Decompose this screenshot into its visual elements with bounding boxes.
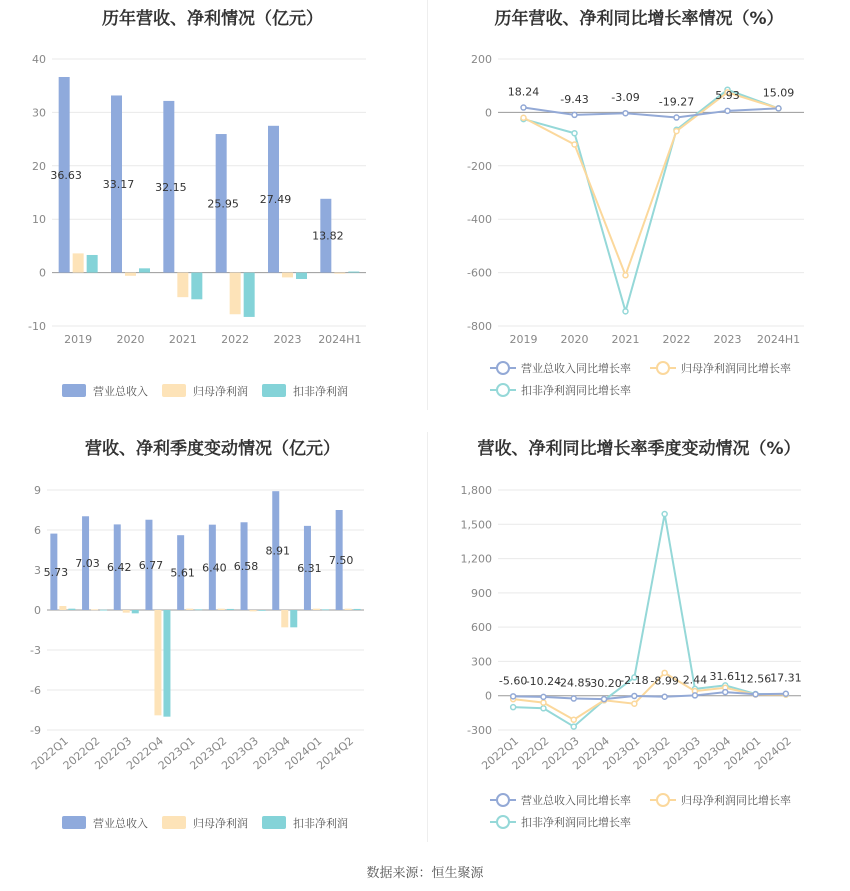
- bar: [259, 610, 266, 611]
- annual-line-panel: [428, 0, 850, 410]
- legend-marker: [497, 794, 509, 806]
- bar: [186, 609, 193, 610]
- x-tick-label: 2024Q2: [314, 734, 357, 773]
- data-point: [602, 697, 607, 702]
- data-point: [571, 717, 576, 722]
- legend-label: 扣非净利润同比增长率: [521, 816, 631, 829]
- x-tick-label: 2023Q2: [187, 734, 230, 773]
- legend-swatch: [262, 816, 286, 829]
- legend-label: 归母净利润同比增长率: [681, 794, 791, 807]
- x-tick-label: 2023Q3: [661, 734, 703, 773]
- y-tick-label: 1,500: [460, 518, 492, 532]
- quarter-bar-panel: [0, 432, 425, 847]
- bar: [68, 609, 75, 610]
- quarter-bar-chart: [0, 432, 425, 847]
- y-tick-label: 200: [471, 53, 492, 66]
- data-label: 36.63: [50, 168, 82, 182]
- x-tick-label: 2022Q3: [92, 734, 135, 773]
- data-point: [723, 690, 728, 695]
- bar: [191, 273, 202, 300]
- y-tick-label: 10: [32, 213, 46, 227]
- chart-title: 营收、净利同比增长率季度变动情况（%）: [477, 439, 801, 459]
- legend-label: 营业总收入: [93, 817, 148, 830]
- data-label: 6.77: [138, 558, 164, 572]
- data-point: [753, 692, 758, 697]
- y-tick-label: -300: [467, 724, 492, 737]
- y-tick-label: -200: [467, 159, 492, 173]
- data-point: [572, 142, 577, 147]
- bar: [132, 610, 139, 613]
- chart-title: 历年营收、净利情况（亿元）: [102, 9, 323, 29]
- bar: [123, 610, 130, 613]
- chart-title: 营收、净利季度变动情况（亿元）: [85, 439, 340, 459]
- bar: [91, 609, 98, 610]
- bar: [282, 273, 293, 278]
- y-tick-label: 3: [34, 564, 41, 577]
- y-tick-label: 0: [485, 689, 492, 703]
- x-tick-label: 2023Q4: [250, 734, 293, 773]
- x-tick-label: 2019: [64, 333, 93, 346]
- data-point: [521, 115, 526, 120]
- y-tick-label: -9: [30, 724, 41, 737]
- x-tick-label: 2022Q1: [28, 734, 71, 773]
- bar: [296, 273, 307, 279]
- y-tick-label: 40: [32, 53, 46, 66]
- x-tick-label: 2023: [713, 333, 742, 346]
- bar: [290, 610, 297, 627]
- bar: [348, 272, 359, 273]
- x-tick-label: 2024H1: [318, 333, 362, 346]
- data-label: 13.82: [312, 229, 344, 243]
- x-tick-label: 2020: [560, 333, 589, 346]
- legend-label: 营业总收入同比增长率: [521, 362, 631, 375]
- data-label: 2.44: [682, 673, 708, 687]
- data-point: [521, 105, 526, 110]
- data-label: 6.31: [297, 561, 322, 575]
- bar: [354, 609, 361, 610]
- data-point: [511, 694, 516, 699]
- data-point: [725, 108, 730, 113]
- data-point: [632, 701, 637, 706]
- x-tick-label: 2023Q4: [691, 734, 734, 773]
- x-tick-label: 2023: [273, 333, 302, 346]
- legend-label: 营业总收入同比增长率: [521, 794, 631, 807]
- data-label: 5.93: [715, 88, 740, 102]
- data-label: -24.85: [556, 676, 592, 690]
- x-tick-label: 2021: [611, 333, 640, 346]
- annual-bar-chart: [0, 0, 425, 410]
- x-tick-label: 2022: [662, 333, 691, 346]
- data-label: 33.17: [102, 178, 135, 192]
- data-label: 5.61: [170, 566, 195, 580]
- legend-swatch: [162, 816, 186, 829]
- x-tick-label: 2022: [221, 333, 250, 346]
- data-point: [692, 693, 697, 698]
- quarter-line-panel: [428, 432, 850, 847]
- x-tick-label: 2022Q4: [570, 734, 612, 773]
- bar: [334, 273, 345, 274]
- bar: [345, 609, 352, 610]
- legend-label: 扣非净利润同比增长率: [521, 384, 631, 397]
- data-label: -30.20: [586, 677, 622, 691]
- series-line: [524, 92, 779, 275]
- y-tick-label: 6: [34, 524, 41, 537]
- x-tick-label: 2022Q2: [60, 734, 103, 773]
- legend-swatch: [162, 384, 186, 397]
- bar: [154, 610, 161, 715]
- x-tick-label: 2022Q2: [509, 734, 552, 773]
- data-point: [541, 700, 546, 705]
- bar: [139, 268, 150, 272]
- bar: [177, 273, 188, 298]
- data-label: 8.91: [265, 544, 290, 558]
- data-point: [541, 706, 546, 711]
- data-source: 数据来源：恒生聚源: [366, 866, 484, 881]
- bar: [125, 273, 136, 276]
- y-tick-label: 0: [485, 106, 492, 120]
- data-label: 7.03: [75, 557, 100, 571]
- data-point: [623, 273, 628, 278]
- bar: [313, 609, 320, 610]
- data-label: 25.95: [207, 197, 239, 211]
- bar: [163, 610, 170, 717]
- legend-swatch: [62, 384, 86, 397]
- data-label: 27.49: [259, 193, 292, 207]
- x-tick-label: 2023Q2: [630, 734, 673, 773]
- chart-title: 历年营收、净利同比增长率情况（%）: [494, 9, 784, 29]
- bar: [250, 610, 257, 611]
- annual-line-chart: [428, 0, 850, 410]
- y-tick-label: -600: [467, 266, 492, 280]
- legend-label: 扣非净利润: [293, 385, 348, 398]
- x-tick-label: 2021: [168, 333, 197, 346]
- data-label: 18.24: [507, 85, 540, 99]
- x-tick-label: 2024Q1: [282, 734, 325, 773]
- legend-marker: [497, 384, 509, 396]
- y-tick-label: 0: [34, 604, 41, 617]
- x-tick-label: 2024H1: [756, 333, 801, 346]
- data-label: 15.09: [762, 86, 795, 100]
- y-tick-label: 0: [39, 266, 46, 280]
- bar: [230, 273, 241, 315]
- data-label: -5.60: [498, 674, 528, 688]
- legend-marker: [497, 816, 509, 828]
- x-tick-label: 2020: [116, 333, 145, 346]
- y-tick-label: 600: [471, 621, 492, 635]
- legend-marker: [497, 362, 509, 374]
- data-point: [662, 512, 667, 517]
- y-tick-label: 30: [32, 106, 46, 120]
- bar: [281, 610, 288, 627]
- data-label: -9.43: [560, 92, 589, 106]
- x-tick-label: 2023Q3: [219, 734, 261, 773]
- data-point: [541, 694, 546, 699]
- x-tick-label: 2019: [509, 333, 538, 346]
- y-tick-label: 9: [34, 484, 41, 497]
- data-label: -2.18: [620, 673, 649, 687]
- data-label: 12.56: [739, 672, 772, 686]
- data-label: -19.27: [658, 95, 695, 109]
- x-tick-label: 2024Q2: [751, 734, 794, 773]
- y-tick-label: 1,800: [460, 484, 492, 497]
- x-tick-label: 2024Q1: [721, 734, 764, 773]
- x-tick-label: 2023Q1: [600, 734, 643, 773]
- data-point: [632, 693, 637, 698]
- y-tick-label: 900: [471, 586, 492, 600]
- bar: [73, 253, 84, 272]
- quarter-line-chart: [428, 432, 850, 847]
- bar: [87, 255, 98, 273]
- bar: [195, 609, 202, 610]
- data-point: [783, 691, 788, 696]
- bar: [59, 606, 66, 610]
- legend-label: 归母净利润: [193, 817, 248, 830]
- data-point: [571, 724, 576, 729]
- bar: [244, 273, 255, 317]
- bar: [227, 609, 234, 610]
- data-label: 6.40: [202, 561, 227, 575]
- data-label: -3.09: [611, 91, 640, 105]
- data-point: [623, 111, 628, 116]
- bar: [100, 610, 107, 611]
- data-label: 17.31: [770, 671, 802, 685]
- series-line: [513, 514, 786, 727]
- legend-label: 营业总收入: [93, 385, 148, 398]
- y-tick-label: 20: [32, 159, 46, 173]
- data-point: [674, 115, 679, 120]
- data-point: [623, 309, 628, 314]
- data-point: [572, 112, 577, 117]
- data-label: 6.42: [107, 561, 132, 575]
- legend-label: 归母净利润: [193, 385, 248, 398]
- legend-label: 归母净利润同比增长率: [681, 362, 791, 375]
- data-label: 32.15: [155, 180, 187, 194]
- y-tick-label: -10: [28, 320, 46, 333]
- legend-label: 扣非净利润: [293, 817, 348, 830]
- y-tick-label: -6: [30, 684, 41, 697]
- data-point: [572, 131, 577, 136]
- legend-swatch: [62, 816, 86, 829]
- bar: [218, 609, 225, 610]
- data-point: [571, 696, 576, 701]
- y-tick-label: 1,200: [460, 552, 492, 566]
- data-point: [662, 694, 667, 699]
- legend-marker: [657, 362, 669, 374]
- data-label: 5.73: [43, 565, 69, 579]
- x-tick-label: 2022Q3: [539, 734, 582, 773]
- data-point: [674, 129, 679, 134]
- y-tick-label: 300: [471, 655, 492, 669]
- x-tick-label: 2023Q1: [155, 734, 198, 773]
- data-label: 7.50: [328, 554, 354, 567]
- x-tick-label: 2022Q1: [479, 734, 522, 773]
- annual-bar-panel: [0, 0, 425, 410]
- data-label: -10.24: [525, 674, 562, 688]
- legend-swatch: [262, 384, 286, 397]
- data-label: 31.61: [709, 670, 741, 684]
- y-tick-label: -800: [467, 320, 492, 333]
- data-point: [511, 705, 516, 710]
- data-label: -8.99: [650, 674, 679, 688]
- data-label: 6.58: [233, 560, 259, 574]
- y-tick-label: -3: [30, 644, 41, 657]
- y-tick-label: -400: [467, 213, 492, 227]
- legend-marker: [657, 794, 669, 806]
- data-point: [776, 106, 781, 111]
- x-tick-label: 2022Q4: [124, 734, 166, 773]
- bar: [322, 609, 329, 610]
